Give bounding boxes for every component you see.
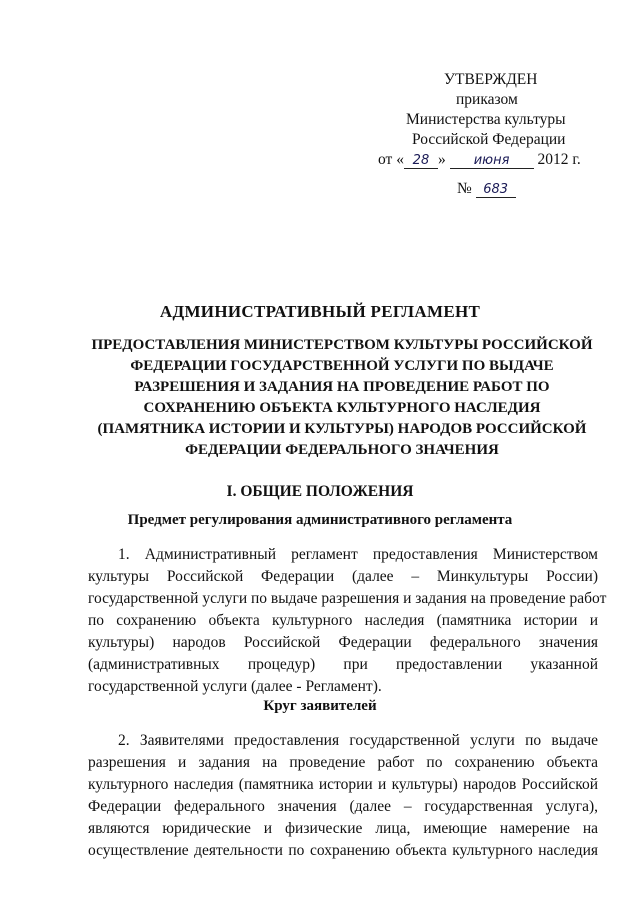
subtitle-line: ПРЕДОСТАВЛЕНИЯ МИНИСТЕРСТВОМ КУЛЬТУРЫ РОССИЙСКОЙ xyxy=(91,337,593,353)
paragraph-line: культуры Российской Федерации (далее – Минкультуры России) xyxy=(88,568,598,585)
paragraph-1 xyxy=(88,544,607,698)
paragraph-line: по сохранению объекта культурного наследия (памятника истории и xyxy=(88,612,598,629)
handwritten-day: 28 xyxy=(404,153,438,169)
handwritten-order-number: 683 xyxy=(476,182,516,198)
paragraph-line: государственной услуги по выдаче разрешения и задания на проведение работ xyxy=(88,590,607,607)
date-year: 2012 г. xyxy=(537,151,581,168)
subtitle-line: ФЕДЕРАЦИИ ФЕДЕРАЛЬНОГО ЗНАЧЕНИЯ xyxy=(185,442,499,458)
number-sign: № xyxy=(457,180,472,197)
handwritten-month: июня xyxy=(450,153,534,169)
paragraph-line: осуществление деятельности по сохранению объекта культурного наследия xyxy=(88,842,598,859)
paragraph-line: (административных процедур) при предоставлении указанной xyxy=(88,656,598,673)
subtitle-line: ФЕДЕРАЦИИ ГОСУДАРСТВЕННОЙ УСЛУГИ ПО ВЫДАЧЕ xyxy=(130,358,554,374)
section-heading: I. ОБЩИЕ ПОЛОЖЕНИЯ xyxy=(226,483,414,500)
date-prefix: от « xyxy=(378,151,404,168)
paragraph-line: 1. Административный регламент предоставления Министерством xyxy=(118,546,598,563)
paragraph-line: культурного наследия (памятника истории и культуры) народов Российской xyxy=(88,776,598,793)
date-mid: » xyxy=(437,151,446,168)
paragraph-line: государственной услуги (далее - Регламент). xyxy=(88,678,382,695)
approval-ministry: Министерства культуры xyxy=(406,111,566,128)
subtitle-line: (ПАМЯТНИКА ИСТОРИИ И КУЛЬТУРЫ) НАРОДОВ РОССИЙСКОЙ xyxy=(97,421,587,437)
paragraph-2 xyxy=(88,730,598,862)
subheading-applicants: Круг заявителей xyxy=(263,698,377,714)
subtitle-line: РАЗРЕШЕНИЯ И ЗАДАНИЯ НА ПРОВЕДЕНИЕ РАБОТ ПО xyxy=(134,379,550,395)
approval-status: УТВЕРЖДЕН xyxy=(444,71,538,88)
approval-country: Российской Федерации xyxy=(412,131,566,148)
paragraph-line: культуры) народов Российской Федерации федерального значения xyxy=(88,634,598,651)
paragraph-line: 2. Заявителями предоставления государственной услуги по выдаче xyxy=(118,732,598,749)
subtitle-line: СОХРАНЕНИЮ ОБЪЕКТА КУЛЬТУРНОГО НАСЛЕДИЯ xyxy=(143,400,541,416)
paragraph-line: разрешения и задания на проведение работ по сохранению объекта xyxy=(88,754,598,771)
paragraph-line: Федерации федерального значения (далее – государственная услуга), xyxy=(88,798,598,815)
paragraph-line: являются юридические и физические лица, имеющие намерение на xyxy=(88,820,598,837)
approval-order-label: приказом xyxy=(456,91,518,108)
subheading-subject: Предмет регулирования административного регламента xyxy=(127,512,513,528)
document-subtitle xyxy=(80,335,604,461)
approval-block xyxy=(378,70,598,170)
document-title: АДМИНИСТРАТИВНЫЙ РЕГЛАМЕНТ xyxy=(159,302,481,321)
approval-date-line xyxy=(378,150,598,170)
order-number-line xyxy=(457,180,516,198)
